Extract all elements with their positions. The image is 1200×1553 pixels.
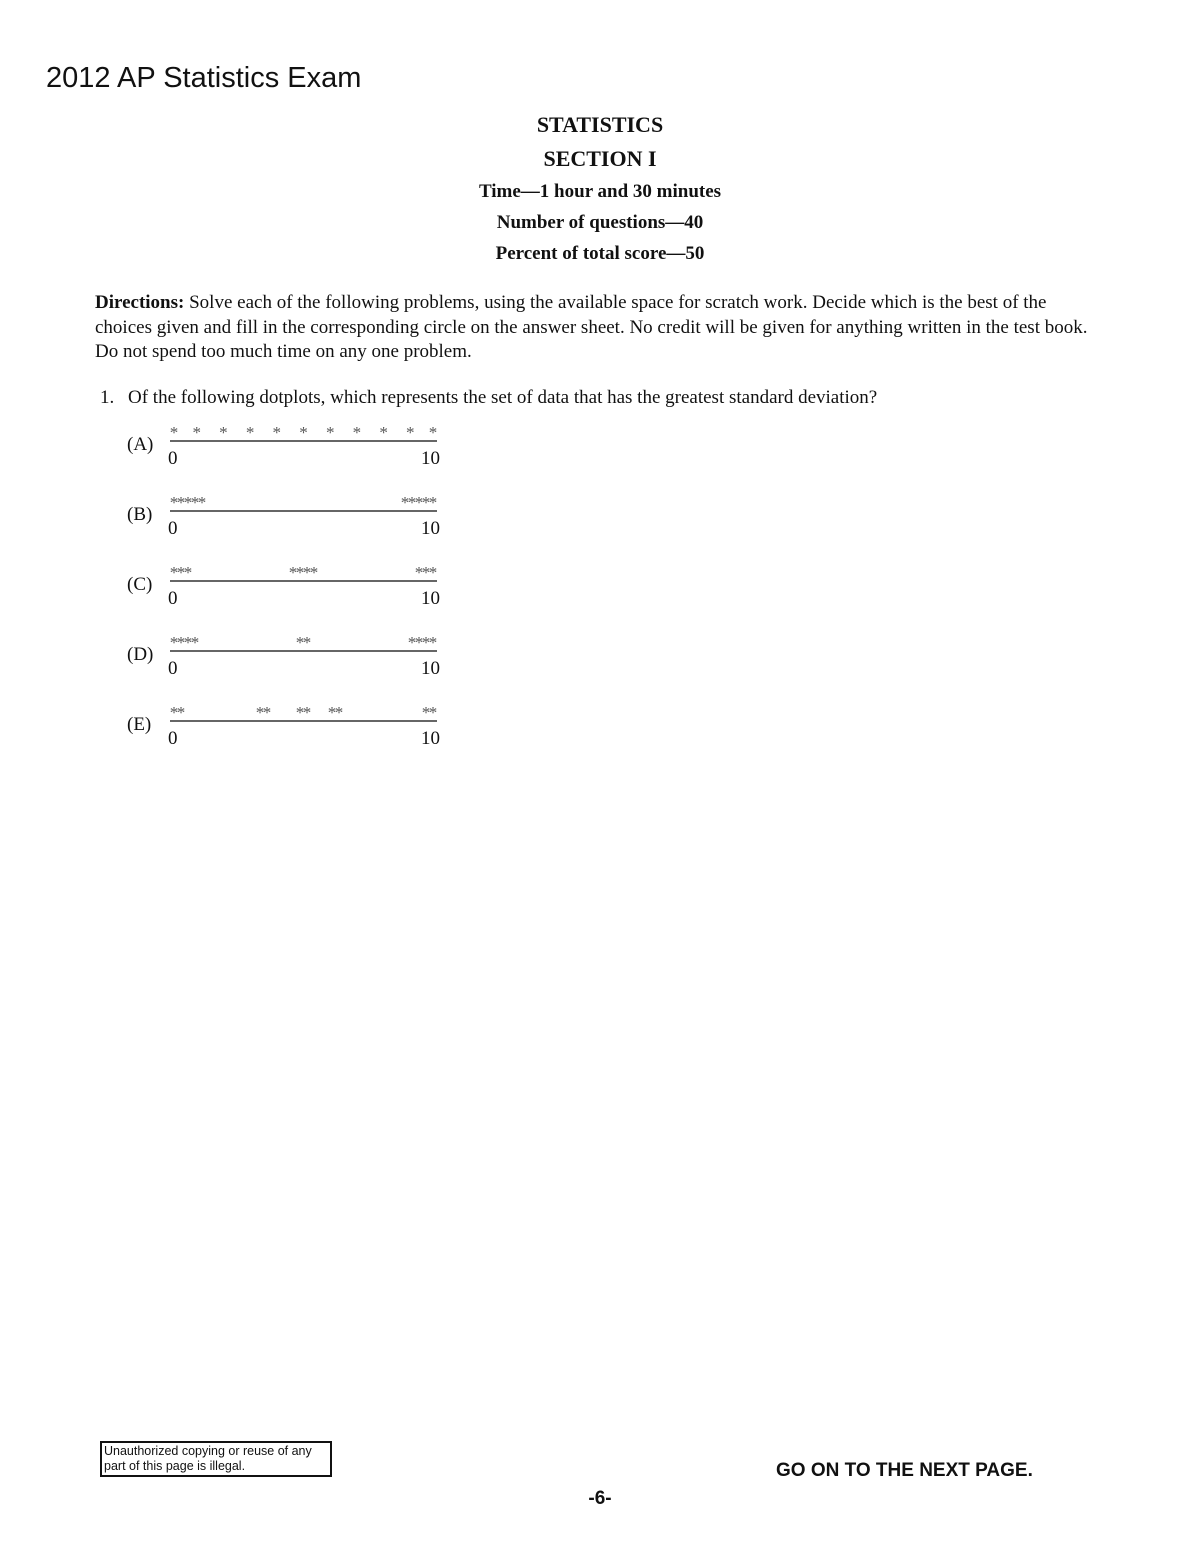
option-letter-c: (C) — [127, 574, 153, 595]
exam-title: 2012 AP Statistics Exam — [46, 62, 362, 94]
option-letter-e: (E) — [127, 714, 152, 735]
dot-mark: * — [414, 633, 424, 652]
dot-mark: * — [190, 633, 200, 652]
dot-mark: * — [245, 423, 255, 442]
dot-mark: * — [176, 563, 186, 582]
question-number: 1. — [100, 387, 115, 408]
option-letter-b: (B) — [127, 504, 153, 525]
axis-min-label: 0 — [168, 588, 178, 609]
axis-max-label: 10 — [421, 728, 440, 749]
axis-max-label: 10 — [421, 588, 440, 609]
question-count: Number of questions—40 — [496, 212, 704, 233]
dot-mark: * — [421, 703, 431, 722]
percent-of-score: Percent of total score—50 — [495, 243, 705, 264]
dot-mark: * — [400, 493, 410, 512]
option-letter-a: (A) — [127, 434, 154, 455]
dot-mark: * — [302, 563, 312, 582]
axis-min-label: 0 — [168, 518, 178, 539]
dot-mark: * — [428, 493, 438, 512]
dot-mark: * — [379, 423, 388, 442]
dot-mark: * — [183, 633, 193, 652]
dot-mark: * — [295, 633, 305, 652]
dot-mark: * — [197, 493, 207, 512]
directions-text: Solve each of the following problems, using the available space for scratch work. Decide which is the best of the choices given and fill in the corresponding circle on the answer sheet. No credit will be given for anything written in the test book. Do not spend too much time on any one problem. — [95, 292, 1088, 362]
page-number: -6- — [588, 1488, 612, 1509]
dot-mark: * — [169, 633, 179, 652]
next-page-label: GO ON TO THE NEXT PAGE. — [776, 1460, 1033, 1481]
dotplot-option-c — [125, 560, 455, 620]
dot-mark: * — [192, 423, 201, 442]
dot-mark: * — [428, 703, 438, 722]
dot-mark: * — [190, 493, 200, 512]
dot-mark: * — [421, 563, 431, 582]
dot-mark: * — [176, 703, 186, 722]
dot-mark: * — [414, 493, 424, 512]
dot-mark: * — [288, 563, 298, 582]
dot-mark: * — [272, 423, 282, 442]
dot-mark: * — [262, 703, 272, 722]
axis-min-label: 0 — [168, 728, 178, 749]
question-1 — [100, 386, 1100, 410]
dot-mark: * — [255, 703, 265, 722]
directions-label: Directions: — [95, 292, 185, 313]
dot-mark: * — [407, 633, 417, 652]
dot-mark: * — [302, 703, 312, 722]
dot-mark: * — [428, 563, 438, 582]
dotplot-option-e — [125, 700, 455, 760]
section-title: SECTION I — [543, 146, 657, 171]
dot-mark: * — [407, 493, 417, 512]
dot-mark: * — [352, 423, 362, 442]
dot-mark: * — [176, 633, 186, 652]
section-header — [0, 108, 1200, 269]
subject-title: STATISTICS — [536, 112, 664, 137]
dot-mark: * — [309, 563, 319, 582]
dot-mark: * — [295, 703, 305, 722]
dot-mark: * — [421, 493, 431, 512]
dot-mark: * — [176, 493, 186, 512]
dotplot-option-d — [125, 630, 455, 690]
dot-mark: * — [421, 633, 431, 652]
axis-min-label: 0 — [168, 658, 178, 679]
dot-mark: * — [302, 633, 312, 652]
option-letter-d: (D) — [127, 644, 154, 665]
dot-mark: * — [169, 703, 179, 722]
axis-min-label: 0 — [168, 448, 178, 469]
dotplot-option-b — [125, 490, 455, 550]
dot-mark: * — [169, 423, 179, 442]
dotplot-option-a — [125, 420, 455, 480]
dot-mark: * — [428, 633, 438, 652]
dot-mark: * — [169, 563, 179, 582]
dot-mark: * — [219, 423, 228, 442]
dot-mark: * — [325, 423, 335, 442]
dot-mark: * — [295, 563, 305, 582]
dot-mark: * — [327, 703, 337, 722]
axis-max-label: 10 — [421, 518, 440, 539]
dot-mark: * — [299, 423, 308, 442]
question-text: Of the following dotplots, which represents the set of data that has the greatest standard deviation? — [128, 387, 878, 408]
dot-mark: * — [334, 703, 344, 722]
dot-mark: * — [169, 493, 179, 512]
dot-mark: * — [183, 563, 193, 582]
dot-mark: * — [428, 423, 438, 442]
copyright-notice: Unauthorized copying or reuse of any part of this page is illegal. — [100, 1441, 332, 1477]
axis-max-label: 10 — [421, 658, 440, 679]
dot-mark: * — [414, 563, 424, 582]
time-allowed: Time—1 hour and 30 minutes — [478, 181, 722, 202]
directions — [95, 291, 1105, 365]
axis-max-label: 10 — [421, 448, 440, 469]
dot-mark: * — [183, 493, 193, 512]
dot-mark: * — [406, 423, 415, 442]
